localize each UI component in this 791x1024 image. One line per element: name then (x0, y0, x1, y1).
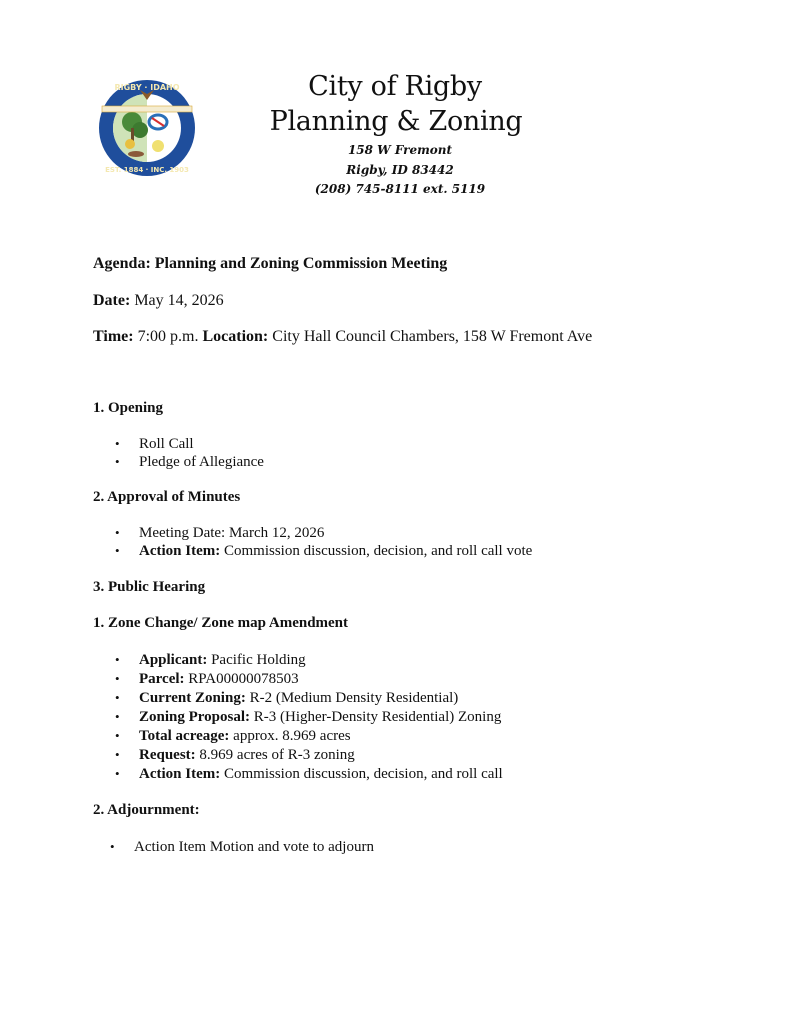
list-item-text: Commission discussion, decision, and roll call vote (220, 543, 533, 559)
list-item-label: Zoning Proposal: (139, 709, 250, 725)
list-item (115, 766, 503, 783)
bullet-icon: • (115, 436, 120, 451)
time-value: 7:00 p.m. (133, 328, 203, 345)
date-label: Date: (93, 292, 131, 309)
list-item (115, 690, 459, 707)
list-item (115, 543, 533, 560)
bullet-icon: • (115, 709, 120, 724)
bullet-icon: • (110, 839, 115, 854)
seal-text-top: RIGBY · IDAHO (114, 83, 180, 92)
header-title-department: Planning & Zoning (269, 106, 523, 137)
list-item (115, 454, 264, 471)
list-item-label: Action Item: (139, 543, 221, 559)
list-item (115, 728, 351, 745)
location-label: Location: (202, 328, 269, 345)
list-item (115, 525, 325, 542)
list-item-text: R-3 (Higher-Density Residential) Zoning (250, 709, 502, 725)
section-heading-adjournment: 2. Adjournment: (93, 802, 200, 818)
city-seal-logo (92, 78, 202, 178)
list-item-text: Roll Call (139, 436, 194, 452)
list-item-text: RPA00000078503 (184, 671, 299, 687)
list-item-label: Parcel: (139, 671, 185, 687)
header-phone: (208) 745-8111 ext. 5119 (314, 182, 486, 196)
section-heading-opening: 1. Opening (93, 400, 164, 416)
agenda-title: Agenda: Planning and Zoning Commission Meeting (93, 255, 448, 272)
list-item (110, 839, 374, 856)
list-item-text: Commission discussion, decision, and roll call (220, 766, 503, 782)
list-item-text: 8.969 acres of R-3 zoning (195, 747, 355, 763)
list-item (115, 436, 194, 453)
bullet-icon: • (115, 652, 120, 667)
bullet-icon: • (115, 766, 120, 781)
bullet-icon: • (115, 525, 120, 540)
location-value: City Hall Council Chambers, 158 W Fremont Ave (268, 328, 593, 345)
date-value: May 14, 2026 (130, 292, 224, 309)
bullet-icon: • (115, 747, 120, 762)
bullet-icon: • (115, 728, 120, 743)
list-item-text: Meeting Date: March 12, 2026 (139, 525, 325, 541)
seal-text-bottom: EST. 1884 · INC. 1903 (105, 166, 189, 174)
list-item (115, 652, 306, 669)
list-item-text: approx. 8.969 acres (229, 728, 351, 744)
header-address-city: Rigby, ID 83442 (346, 163, 454, 177)
list-item-label: Applicant: (139, 652, 208, 668)
time-label: Time: (93, 328, 134, 345)
list-item-label: Total acreage: (139, 728, 230, 744)
list-item (115, 671, 299, 688)
bullet-icon: • (115, 454, 120, 469)
header-title-city: City of Rigby (308, 71, 482, 102)
section-heading-hearing: 3. Public Hearing (93, 579, 206, 595)
bullet-icon: • (115, 671, 120, 686)
header-address-street: 158 W Fremont (347, 143, 453, 157)
section-heading-minutes: 2. Approval of Minutes (93, 489, 241, 505)
meeting-time-location (93, 328, 592, 346)
list-item-text: R-2 (Medium Density Residential) (245, 690, 459, 706)
list-item-text: Pledge of Allegiance (139, 454, 264, 470)
list-item (115, 747, 355, 764)
meeting-date (93, 292, 224, 310)
subsection-heading-zone-change: 1. Zone Change/ Zone map Amendment (93, 615, 349, 631)
list-item-text: Action Item Motion and vote to adjourn (134, 839, 374, 855)
bullet-icon: • (115, 690, 120, 705)
list-item-label: Request: (139, 747, 196, 763)
bullet-icon: • (115, 543, 120, 558)
list-item (115, 709, 502, 726)
list-item-text: Pacific Holding (207, 652, 306, 668)
list-item-label: Action Item: (139, 766, 221, 782)
list-item-label: Current Zoning: (139, 690, 246, 706)
